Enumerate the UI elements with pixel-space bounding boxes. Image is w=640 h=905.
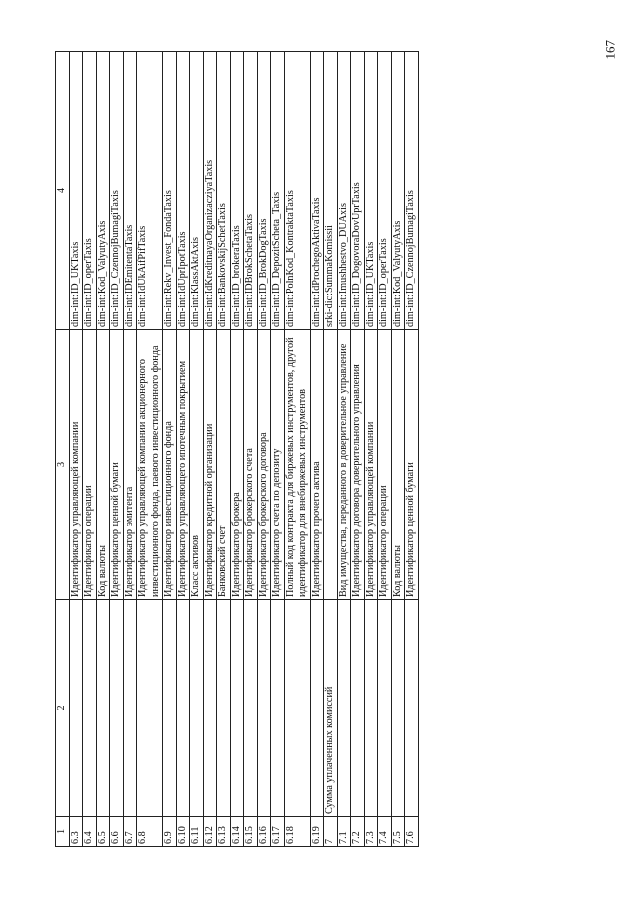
row-indicator-cell [163, 600, 177, 817]
row-code-cell: dim-int:Kod_ValyutyAxis [96, 52, 110, 330]
row-indicator-cell [244, 600, 258, 817]
header-row [56, 52, 70, 847]
row-dimension-cell: Идентификатор прочего актива [310, 330, 324, 600]
row-code-cell: dim-int:BankovskijSchetTaxis [217, 52, 231, 330]
row-dimension-cell: Идентификатор инвестиционного фонда [163, 330, 177, 600]
rotated-table-container [55, 52, 595, 847]
row-code-cell: dim-int:ID_CzennojBumagiTaxis [405, 52, 419, 330]
row-code-cell: dim-int:ID_BrokDogTaxis [257, 52, 271, 330]
table-row [271, 52, 285, 847]
table-row [110, 52, 124, 847]
row-number-cell: 6.3 [69, 817, 83, 847]
row-code-cell: dim-int:IDBrokSchetaTaxis [244, 52, 258, 330]
row-indicator-cell [190, 600, 204, 817]
table-row [203, 52, 217, 847]
row-dimension-cell [324, 330, 338, 600]
row-indicator-cell: Сумма уплаченных комиссий [324, 600, 338, 817]
row-indicator-cell [351, 600, 365, 817]
row-indicator-cell [123, 600, 137, 817]
row-indicator-cell [391, 600, 405, 817]
row-code-cell: dim-int:ID_DogovoraDovUprTaxis [351, 52, 365, 330]
row-dimension-cell: Идентификатор счета по депозиту [271, 330, 285, 600]
row-number-cell: 6.7 [123, 817, 137, 847]
row-code-cell: dim-int:ID_UKTaxis [69, 52, 83, 330]
table-body [69, 52, 418, 847]
row-code-cell: dim-int:IdUprIpotTaxis [176, 52, 190, 330]
row-dimension-cell: Идентификатор управляющего ипотечным покрытием [176, 330, 190, 600]
table-row [83, 52, 97, 847]
row-dimension-cell: Код валюты [96, 330, 110, 600]
row-indicator-cell [69, 600, 83, 817]
row-dimension-cell: Код валюты [391, 330, 405, 600]
row-dimension-cell: Идентификатор брокерского договора [257, 330, 271, 600]
row-number-cell: 6.18 [284, 817, 310, 847]
row-dimension-cell: Идентификатор ценной бумаги [110, 330, 124, 600]
row-number-cell: 6.14 [230, 817, 244, 847]
row-indicator-cell [203, 600, 217, 817]
row-indicator-cell [176, 600, 190, 817]
row-indicator-cell [271, 600, 285, 817]
page-number: 167 [602, 40, 617, 60]
row-number-cell: 6.11 [190, 817, 204, 847]
row-number-cell: 6.16 [257, 817, 271, 847]
header-cell-1: 1 [56, 817, 70, 847]
row-indicator-cell [405, 600, 419, 817]
table-row [364, 52, 378, 847]
table-row [190, 52, 204, 847]
row-dimension-cell: Идентификатор операции [378, 330, 392, 600]
row-code-cell: dim-int:IdProchegoAktivaTaxis [310, 52, 324, 330]
row-indicator-cell [364, 600, 378, 817]
table-row [163, 52, 177, 847]
header-cell-2: 2 [56, 600, 70, 817]
table-row [137, 52, 163, 847]
row-number-cell: 6.5 [96, 817, 110, 847]
table-row [378, 52, 392, 847]
row-indicator-cell [284, 600, 310, 817]
table-row [351, 52, 365, 847]
row-indicator-cell [378, 600, 392, 817]
table-row [337, 52, 351, 847]
table-row [123, 52, 137, 847]
row-number-cell: 6.8 [137, 817, 163, 847]
row-dimension-cell: Идентификатор эмитента [123, 330, 137, 600]
row-number-cell: 6.17 [271, 817, 285, 847]
row-dimension-cell: Идентификатор управляющей компании [364, 330, 378, 600]
row-code-cell: dim-int:ID_operTaxis [378, 52, 392, 330]
row-code-cell: dim-int:Imushhestvo_DUAxis [337, 52, 351, 330]
row-code-cell: dim-int:Kod_ValyutyAxis [391, 52, 405, 330]
row-code-cell: dim-int:IdUkAifPifTaxis [137, 52, 163, 330]
row-dimension-cell: Банковский счет [217, 330, 231, 600]
attribute-table [55, 51, 419, 847]
row-indicator-cell [257, 600, 271, 817]
row-code-cell: dim-int:KlassAktAxis [190, 52, 204, 330]
table-row [96, 52, 110, 847]
row-dimension-cell: Идентификатор управляющей компании [69, 330, 83, 600]
header-cell-3: 3 [56, 330, 70, 600]
row-number-cell: 7.6 [405, 817, 419, 847]
row-indicator-cell [110, 600, 124, 817]
table-row [324, 52, 338, 847]
row-number-cell: 6.19 [310, 817, 324, 847]
header-cell-4: 4 [56, 52, 70, 330]
row-code-cell: srki-dic:SummaKomissii [324, 52, 338, 330]
row-number-cell: 7.4 [378, 817, 392, 847]
row-number-cell: 6.13 [217, 817, 231, 847]
row-dimension-cell: Идентификатор договора доверительного управления [351, 330, 365, 600]
row-dimension-cell: Идентификатор кредитной организации [203, 330, 217, 600]
row-number-cell: 7.1 [337, 817, 351, 847]
row-code-cell: dim-int:ID_operTaxis [83, 52, 97, 330]
row-code-cell: dim-int:IdKreditnayaOrganizacziyaTaxis [203, 52, 217, 330]
row-number-cell: 7.5 [391, 817, 405, 847]
table-row [217, 52, 231, 847]
table-header [56, 52, 70, 847]
row-dimension-cell: Полный код контракта для биржевых инструментов, другой идентификатор для внебиржевых инструментов [284, 330, 310, 600]
row-number-cell: 7 [324, 817, 338, 847]
row-number-cell: 6.10 [176, 817, 190, 847]
row-dimension-cell: Идентификатор брокерского счета [244, 330, 258, 600]
row-indicator-cell [217, 600, 231, 817]
row-indicator-cell [337, 600, 351, 817]
row-dimension-cell: Идентификатор операции [83, 330, 97, 600]
table-row [230, 52, 244, 847]
row-indicator-cell [83, 600, 97, 817]
row-code-cell: dim-int:ID_CzennojBumagiTaxis [110, 52, 124, 330]
row-code-cell: dim-int:PolnKod_KontraktaTaxis [284, 52, 310, 330]
row-number-cell: 7.3 [364, 817, 378, 847]
row-number-cell: 6.15 [244, 817, 258, 847]
row-code-cell: dim-int:Rekv_Invest_FondaTaxis [163, 52, 177, 330]
row-number-cell: 6.12 [203, 817, 217, 847]
table-row [69, 52, 83, 847]
row-dimension-cell: Идентификатор брокера [230, 330, 244, 600]
row-indicator-cell [230, 600, 244, 817]
table-row [405, 52, 419, 847]
row-dimension-cell: Класс активов [190, 330, 204, 600]
row-code-cell: dim-int:ID_brokeraTaxis [230, 52, 244, 330]
table-row [284, 52, 310, 847]
row-dimension-cell: Идентификатор ценной бумаги [405, 330, 419, 600]
table-row [310, 52, 324, 847]
table-row [176, 52, 190, 847]
row-indicator-cell [137, 600, 163, 817]
row-number-cell: 6.4 [83, 817, 97, 847]
row-number-cell: 7.2 [351, 817, 365, 847]
table-row [257, 52, 271, 847]
row-code-cell: dim-int:ID_UKTaxis [364, 52, 378, 330]
row-number-cell: 6.6 [110, 817, 124, 847]
row-number-cell: 6.9 [163, 817, 177, 847]
table-row [391, 52, 405, 847]
row-dimension-cell: Идентификатор управляющей компании акционерного инвестиционного фонда, паевого инвестиционного фонда [137, 330, 163, 600]
row-indicator-cell [96, 600, 110, 817]
table-row [244, 52, 258, 847]
row-dimension-cell: Вид имущества, переданного в доверительное управление [337, 330, 351, 600]
row-code-cell: dim-int:IDEmitentaTaxis [123, 52, 137, 330]
row-indicator-cell [310, 600, 324, 817]
row-code-cell: dim-int:ID_DepozitScheta_Taxis [271, 52, 285, 330]
